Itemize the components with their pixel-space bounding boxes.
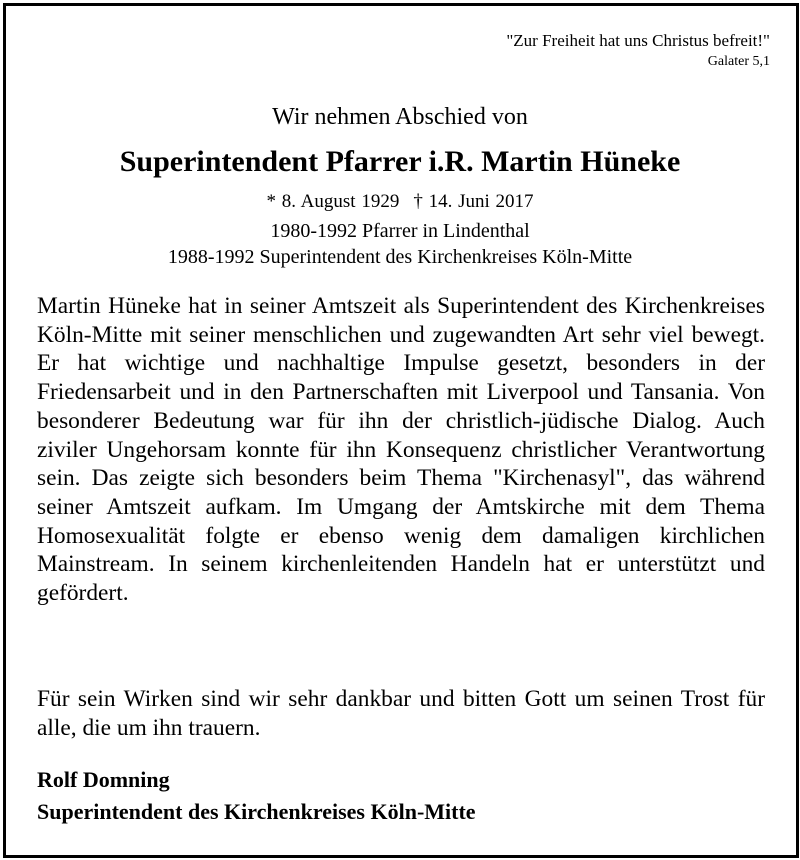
deceased-name: Superintendent Pfarrer i.R. Martin Hüneke (119, 145, 681, 178)
birth-date: * 8. August 1929 (266, 191, 400, 212)
career-line-superintendent: 1988-1992 Superintendent des Kirchenkreises Köln-Mitte (167, 246, 633, 268)
signatory-name: Rolf Domning (37, 767, 170, 792)
signatory-title: Superintendent des Kirchenkreises Köln-Mitte (37, 799, 476, 824)
death-date: † 14. Juni 2017 (413, 191, 534, 212)
gratitude-paragraph: Für sein Wirken sind wir sehr dankbar und bitten Gott um seinen Trost für alle, die um ihn trauern. (37, 686, 765, 741)
life-dates (0, 190, 800, 214)
motto-quote: "Zur Freiheit hat uns Christus befreit!" (506, 31, 770, 50)
bible-motto (506, 30, 770, 72)
intro-line: Wir nehmen Abschied von (272, 104, 528, 130)
motto-reference: Galater 5,1 (707, 54, 770, 69)
tribute-paragraph: Martin Hüneke hat in seiner Amtszeit als Superintendent des Kirchenkreises Köln-Mitte mit seiner menschlichen und zugewandten Art sehr viel bewegt. Er hat wichtige und nachhaltige Impulse gesetzt, besonders in der Friedensarbeit und in den Partnerschaften mit Liverpool und Tansania. Von besonderer Bedeutung war für ihn der christlich-jüdische Dialog. Auch ziviler Ungehorsam konnte für ihn Konsequenz christlicher Verantwortung sein. Das zeigte sich besonders beim Thema "Kirchenasyl", das während seiner Amtszeit aufkam. Im Umgang der Amtskirche mit dem Thema Homosexualität folgte er ebenso wenig dem damaligen kirchlichen Mainstream. In seinem kirchenleitenden Handeln hat er unterstützt und gefördert. (37, 293, 765, 607)
career-line-pastor: 1980-1992 Pfarrer in Lindenthal (270, 220, 530, 242)
